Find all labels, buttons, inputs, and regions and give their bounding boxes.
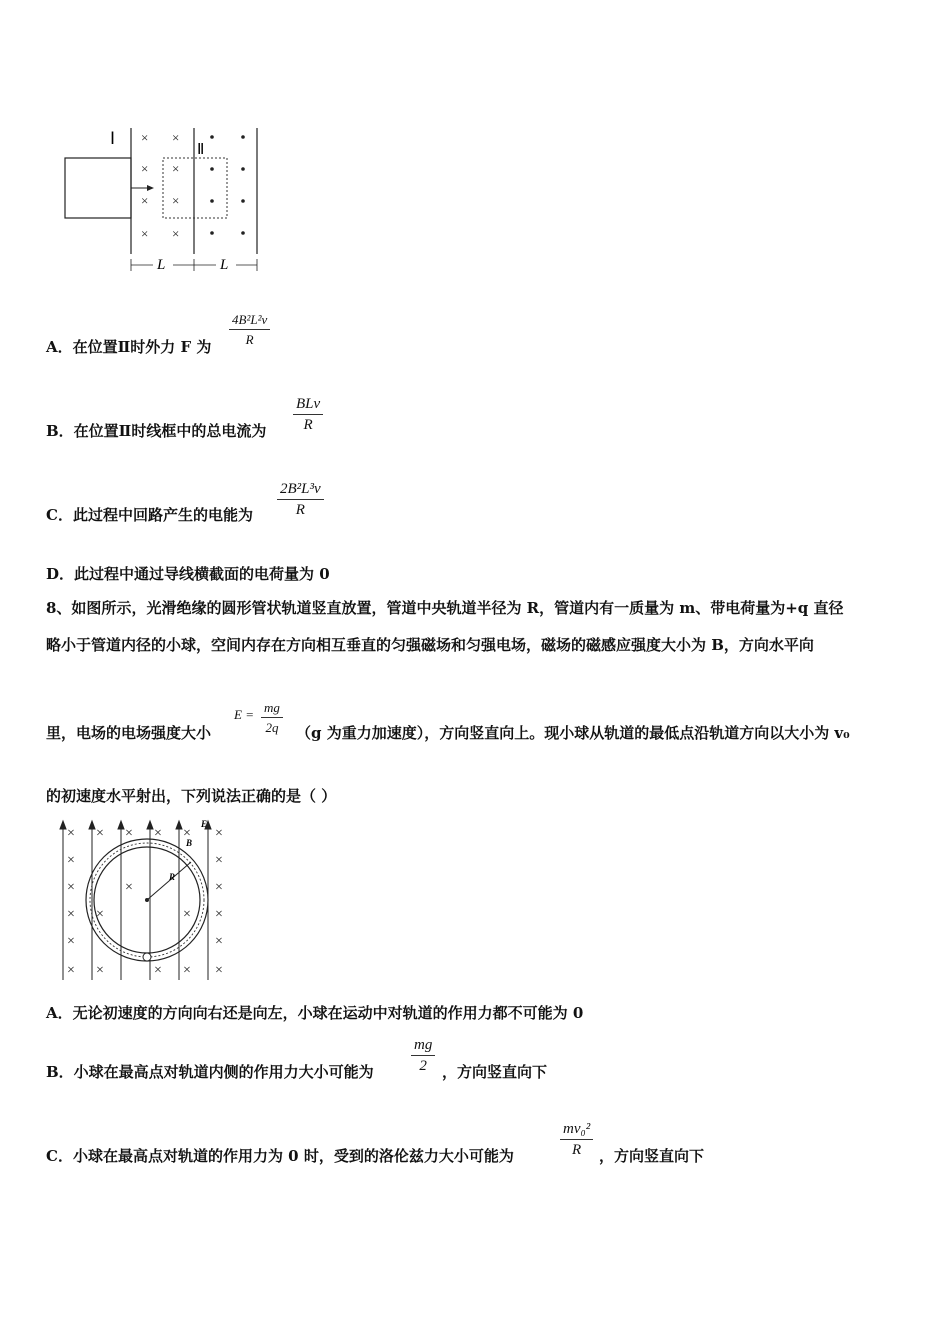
svg-text:×: × [141,161,149,176]
svg-text:×: × [154,963,162,978]
fraction-denominator: R [245,332,254,347]
svg-text:×: × [96,826,104,841]
svg-text:×: × [67,963,75,978]
svg-text:×: × [67,907,75,922]
svg-text:×: × [215,907,223,922]
svg-text:×: × [96,963,104,978]
svg-text:×: × [67,934,75,949]
q8-option-b: B．小球在最高点对轨道内侧的作用力大小可能为 [46,1063,374,1081]
q8-stem-line-4: 的初速度水平射出，下列说法正确的是（ ） [46,787,337,805]
q7-option-a-fraction [229,312,270,348]
figure-circular-track [55,815,240,985]
svg-text:×: × [141,193,149,208]
fraction-numerator: 2B²L³v [277,481,324,500]
q8-option-a: A．无论初速度的方向向右还是向左，小球在运动中对轨道的作用力都不可能为 0 [46,1004,584,1022]
velocity-arrowhead [147,185,154,191]
efield-fraction [261,700,283,736]
svg-text:×: × [172,226,180,241]
wire-frame [65,158,131,218]
q8-stem-line-3-start: 里，电场的电场强度大小 [46,724,212,742]
svg-text:×: × [183,907,191,922]
q8-option-b-fraction [411,1037,435,1075]
q7-option-b: B．在位置Ⅱ时线框中的总电流为 [46,422,267,440]
svg-text:×: × [67,880,75,895]
svg-text:×: × [183,826,191,841]
label-region-1: Ⅰ [110,129,116,148]
svg-text:×: × [125,826,133,841]
dimension-label-left: L [157,257,166,273]
q7-option-c-fraction [277,481,324,519]
svg-text:×: × [183,963,191,978]
label-E: E [201,819,208,829]
svg-text:×: × [215,934,223,949]
fraction-numerator: mg [261,700,283,718]
dimension-label-right: L [220,257,229,273]
fraction-numerator: BLv [293,396,323,415]
fraction-denominator: 2 [419,1058,427,1074]
svg-text:×: × [96,907,104,922]
q8-stem-line-3-end: （g 为重力加速度），方向竖直向上。现小球从轨道的最低点沿轨道方向以大小为 v₀ [296,724,850,742]
q8-option-c-tail: ，方向竖直向下 [599,1147,705,1165]
svg-text:×: × [125,880,133,895]
fraction-denominator: R [572,1142,582,1158]
fraction-denominator: 2q [265,720,279,735]
q8-stem-line-1: 8、如图所示，光滑绝缘的圆形管状轨道竖直放置，管道中央轨道半径为 R，管道内有一质量为 m、带电荷量为+q 直径 [46,599,844,617]
field-into-page-marks [141,130,179,241]
q8-option-c: C．小球在最高点对轨道的作用力为 0 时，受到的洛伦兹力大小可能为 [46,1147,514,1165]
fraction-numerator: 4B²L²v [229,312,270,330]
label-region-2: Ⅱ [197,142,205,158]
charged-ball [143,953,151,961]
svg-text:×: × [215,963,223,978]
svg-text:×: × [215,853,223,868]
label-B: B [186,838,193,848]
fraction-denominator: R [303,417,313,433]
svg-text:×: × [172,193,180,208]
fraction-numerator: mg [411,1037,435,1056]
figure-frame-in-fields [55,118,275,278]
q7-option-b-fraction [293,396,323,434]
fraction-denominator: R [295,502,305,518]
q8-option-b-tail: ，方向竖直向下 [442,1063,548,1081]
svg-text:×: × [67,853,75,868]
q8-option-c-fraction [560,1121,593,1159]
q8-stem-line-2: 略小于管道内径的小球，空间内存在方向相互垂直的匀强磁场和匀强电场，磁场的磁感应强度大小为 B，方向水平向 [46,636,814,654]
svg-text:×: × [141,130,149,145]
svg-text:×: × [172,161,180,176]
svg-text:×: × [141,226,149,241]
svg-text:×: × [67,826,75,841]
q7-option-d: D．此过程中通过导线横截面的电荷量为 0 [46,565,330,583]
svg-text:×: × [172,130,180,145]
label-R: R [169,872,176,882]
svg-text:×: × [154,826,162,841]
q7-option-c: C．此过程中回路产生的电能为 [46,506,253,524]
track-center [145,898,149,902]
svg-text:×: × [215,826,223,841]
svg-text:×: × [215,880,223,895]
field-out-of-page-marks [210,135,245,235]
efield-lhs: E = [234,707,254,722]
fraction-numerator: mv₀² [560,1121,593,1140]
q7-option-a: A．在位置Ⅱ时外力 F 为 [46,338,212,356]
